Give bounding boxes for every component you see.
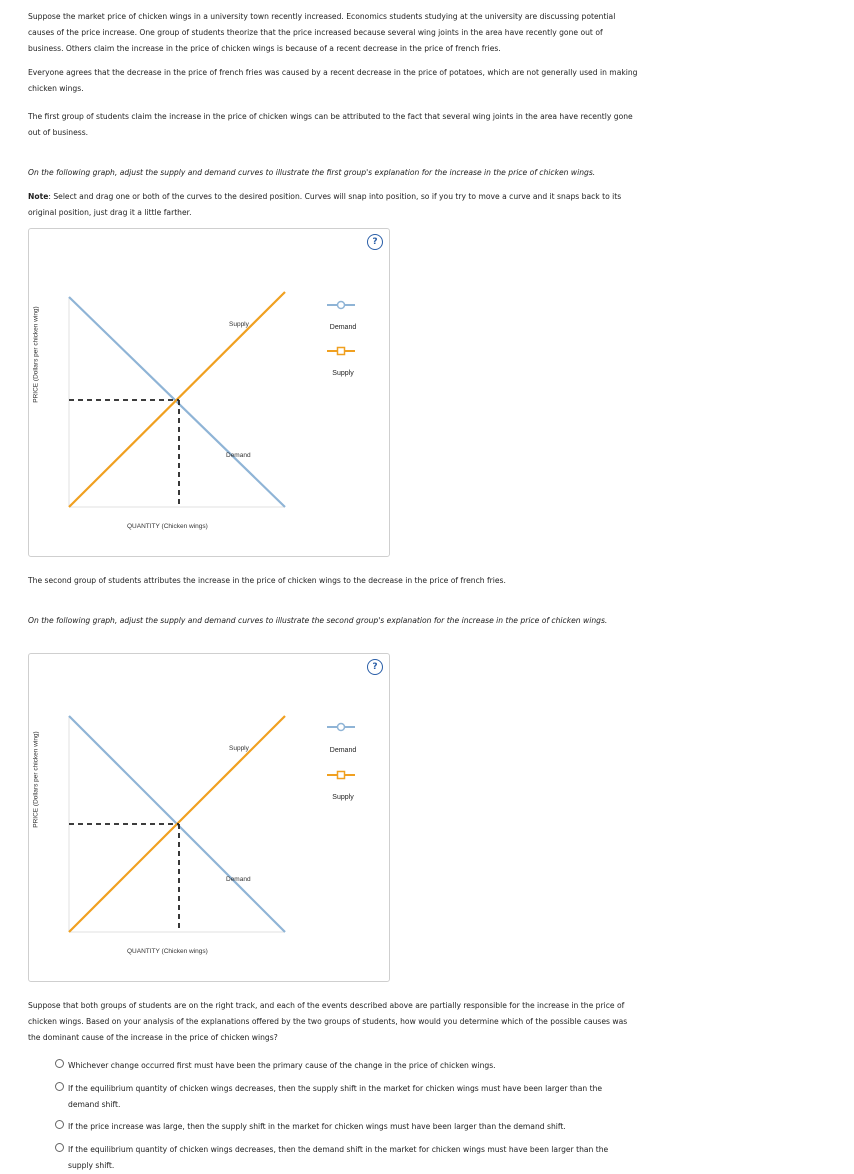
legend-supply-label: Supply (332, 370, 354, 377)
note-label: Note (28, 192, 49, 201)
graph1-instruction: On the following graph, adjust the supply and demand curves to illustrate the first group's explanation for the increase in the price of chicken wings. (28, 168, 596, 177)
answer-option-4[interactable] (55, 1142, 635, 1174)
radio-button[interactable] (55, 1143, 64, 1152)
intro-paragraph-3: The first group of students claim the increase in the price of chicken wings can be attributed to the fact that several wing joints in the area have recently gone out of business. (28, 112, 633, 137)
answer-option-label: If the equilibrium quantity of chicken wings decreases, then the demand shift in the market for chicken wings must have been larger than the supply shift. (68, 1145, 609, 1170)
legend-demand-label: Demand (329, 747, 357, 754)
graph2-panel (28, 653, 390, 982)
supply-curve-label: Supply (229, 745, 249, 752)
help-icon[interactable]: ? (367, 234, 383, 250)
legend-demand-label: Demand (329, 324, 357, 331)
intro-paragraph-1: Suppose the market price of chicken wings in a university town recently increased. Economics students studying at the university are discussing potential causes of the price increase. One group of students theorize that the price increased because several wing joints in the area have recently gone out of business. Others claim the increase in the price of chicken wings is because of a recent decrease in the price of french fries. (28, 12, 616, 53)
note-text: : Select and drag one or both of the curves to the desired position. Curves will snap into position, so if you try to move a curve and it snaps back to its original position, just drag it a little farther. (28, 192, 622, 217)
answer-option-3[interactable] (55, 1119, 635, 1135)
graph2-svg (29, 654, 389, 981)
answer-option-1[interactable] (55, 1058, 635, 1074)
graph1-note (28, 189, 638, 221)
demand-curve-label: Demand (226, 876, 251, 883)
middle-paragraph: The second group of students attributes the increase in the price of chicken wings to the decrease in the price of french fries. (28, 576, 506, 585)
demand-curve-label: Demand (226, 452, 251, 459)
legend-demand-marker[interactable] (338, 724, 345, 731)
graph1-panel (28, 228, 390, 557)
answer-option-label: If the equilibrium quantity of chicken wings decreases, then the supply shift in the market for chicken wings must have been larger than the demand shift. (68, 1084, 603, 1109)
legend-supply-marker[interactable] (338, 772, 345, 779)
answer-option-label: If the price increase was large, then the supply shift in the market for chicken wings must have been larger than the demand shift. (68, 1122, 566, 1131)
question-text: Suppose that both groups of students are on the right track, and each of the events described above are partially responsible for the increase in the price of chicken wings. Based on your analysis of the explanations offered by the two groups of students, how would you determine which of the possible causes was the dominant cause of the increase in the price of chicken wings? (28, 1001, 628, 1042)
legend-demand-marker[interactable] (338, 302, 345, 309)
legend-supply-label: Supply (332, 794, 354, 801)
graph2-instruction: On the following graph, adjust the supply and demand curves to illustrate the second group's explanation for the increase in the price of chicken wings. (28, 616, 608, 625)
legend-supply-marker[interactable] (338, 348, 345, 355)
x-axis-label: QUANTITY (Chicken wings) (127, 523, 208, 530)
y-axis-label: PRICE (Dollars per chicken wing) (32, 306, 40, 403)
answer-option-2[interactable] (55, 1081, 635, 1113)
radio-button[interactable] (55, 1120, 64, 1129)
answer-option-label: Whichever change occurred first must have been the primary cause of the change in the price of chicken wings. (68, 1061, 496, 1070)
supply-curve-label: Supply (229, 321, 249, 328)
radio-button[interactable] (55, 1082, 64, 1091)
radio-button[interactable] (55, 1059, 64, 1068)
graph1-svg (29, 229, 389, 556)
intro-paragraph-2: Everyone agrees that the decrease in the price of french fries was caused by a recent decrease in the price of potatoes, which are not generally used in making chicken wings. (28, 68, 638, 93)
x-axis-label: QUANTITY (Chicken wings) (127, 948, 208, 955)
y-axis-label: PRICE (Dollars per chicken wing) (32, 731, 40, 828)
help-icon[interactable]: ? (367, 659, 383, 675)
